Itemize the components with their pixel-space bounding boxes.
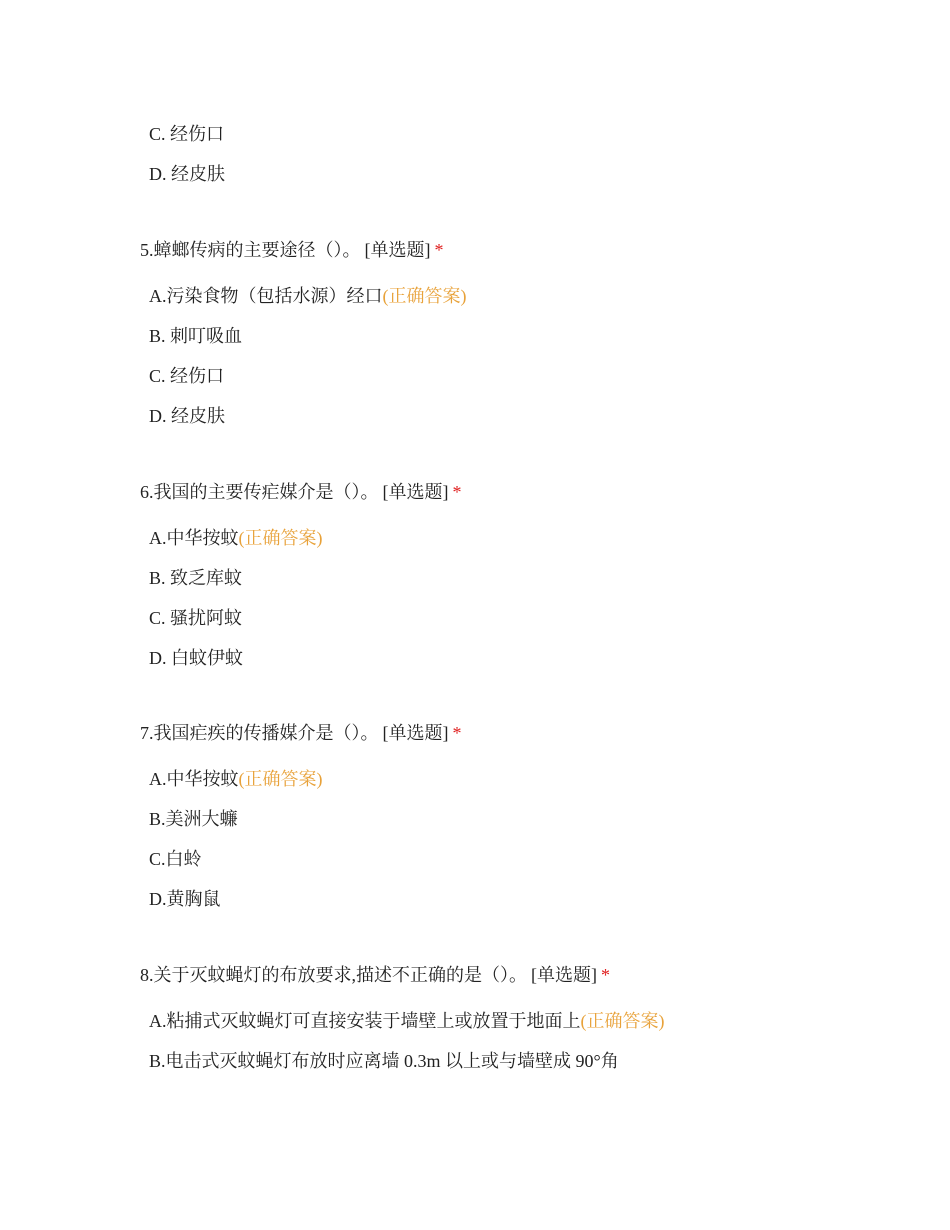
question-type-label: [单选题] bbox=[364, 240, 431, 260]
option-text: D. 经皮肤 bbox=[149, 164, 225, 184]
option bbox=[149, 645, 900, 671]
question-text: 7.我国疟疾的传播媒介是（）。 bbox=[140, 723, 379, 743]
question-7 bbox=[140, 720, 900, 912]
option-text: C. 经伤口 bbox=[149, 366, 225, 386]
correct-answer-label: (正确答案) bbox=[382, 286, 467, 306]
required-mark: * bbox=[452, 723, 462, 743]
question-text: 5.蟑螂传病的主要途径（）。 bbox=[140, 240, 361, 260]
question-title bbox=[140, 479, 900, 505]
question-6 bbox=[140, 479, 900, 671]
option bbox=[149, 363, 900, 389]
option-text: A.粘捕式灭蚊蝇灯可直接安装于墙壁上或放置于地面上 bbox=[149, 1011, 581, 1031]
question-type-label: [单选题] bbox=[531, 965, 597, 985]
option-text: B. 刺叮吸血 bbox=[149, 326, 243, 346]
option bbox=[149, 283, 900, 309]
option bbox=[149, 121, 225, 147]
option bbox=[149, 766, 900, 792]
correct-answer-label: (正确答案) bbox=[580, 1011, 665, 1031]
option-text: C.白蛉 bbox=[149, 849, 202, 869]
option bbox=[149, 605, 900, 631]
option-text: D. 经皮肤 bbox=[149, 406, 225, 426]
option bbox=[149, 846, 900, 872]
option-text: C. 经伤口 bbox=[149, 124, 225, 144]
question-8 bbox=[140, 962, 900, 1074]
required-mark: * bbox=[434, 240, 444, 260]
option-text: B.美洲大蠊 bbox=[149, 809, 238, 829]
option bbox=[149, 565, 900, 591]
question-type-label: [单选题] bbox=[382, 723, 449, 743]
option bbox=[149, 525, 900, 551]
option bbox=[149, 323, 900, 349]
required-mark: * bbox=[601, 965, 610, 985]
option-text: D.黄胸鼠 bbox=[149, 889, 221, 909]
option bbox=[149, 886, 900, 912]
question-5 bbox=[140, 237, 900, 429]
option-text: C. 骚扰阿蚊 bbox=[149, 608, 243, 628]
option-text: B.电击式灭蚊蝇灯布放时应离墙 0.3m 以上或与墙壁成 90°角 bbox=[149, 1051, 619, 1071]
option-text: B. 致乏库蚊 bbox=[149, 568, 243, 588]
option bbox=[149, 806, 900, 832]
question-type-label: [单选题] bbox=[382, 482, 449, 502]
option bbox=[149, 403, 900, 429]
correct-answer-label: (正确答案) bbox=[238, 769, 323, 789]
option bbox=[149, 1048, 900, 1074]
option-text: A.污染食物（包括水源）经口 bbox=[149, 286, 383, 306]
option-text: A.中华按蚊 bbox=[149, 528, 239, 548]
option-text: D. 白蚊伊蚊 bbox=[149, 648, 243, 668]
question-text: 6.我国的主要传疟媒介是（）。 bbox=[140, 482, 379, 502]
question-title bbox=[140, 237, 900, 263]
question-title bbox=[140, 720, 900, 746]
option bbox=[149, 1008, 900, 1034]
previous-question-options bbox=[149, 121, 225, 187]
required-mark: * bbox=[452, 482, 462, 502]
question-title bbox=[140, 962, 900, 988]
correct-answer-label: (正确答案) bbox=[238, 528, 323, 548]
question-text: 8.关于灭蚊蝇灯的布放要求,描述不正确的是（）。 bbox=[140, 965, 527, 985]
option-text: A.中华按蚊 bbox=[149, 769, 239, 789]
option bbox=[149, 161, 225, 187]
